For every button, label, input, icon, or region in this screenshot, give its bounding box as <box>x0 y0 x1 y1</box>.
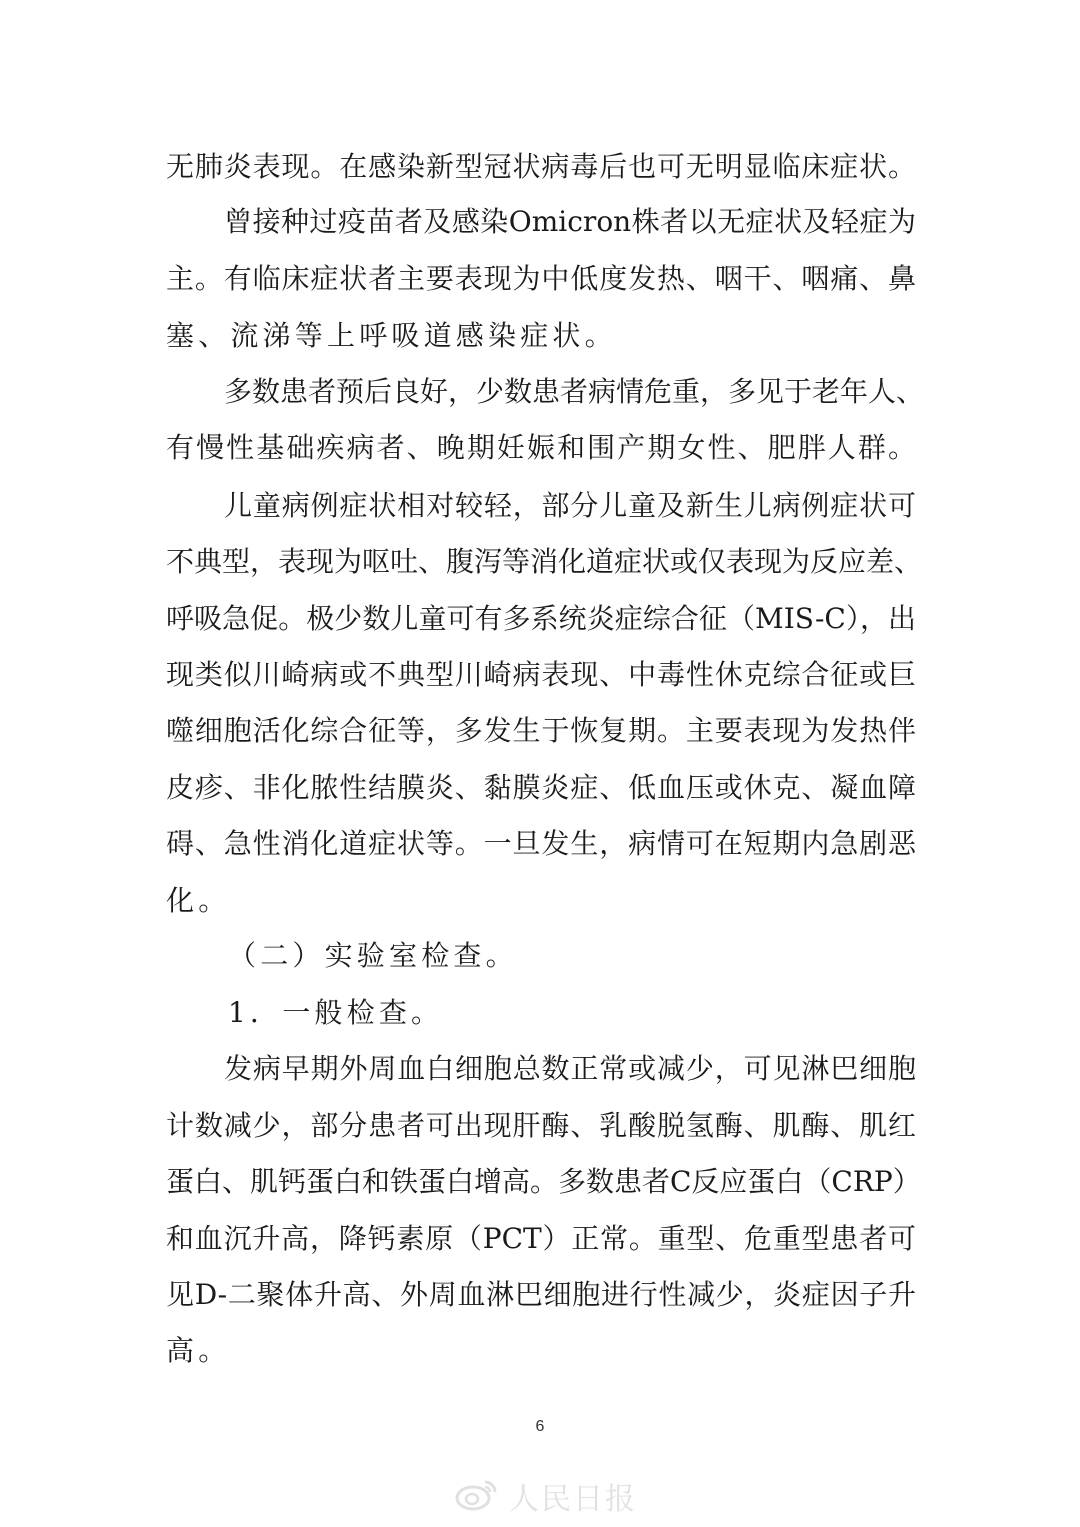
paragraph-line: 发病早期外周血白细胞总数正常或减少，可见淋巴细胞 <box>224 1052 916 1085</box>
paragraph-line: 见D-二聚体升高、外周血淋巴细胞进行性减少，炎症因子升 <box>166 1278 916 1311</box>
paragraph-line: 化。 <box>166 884 231 917</box>
paragraph-line: 不典型，表现为呕吐、腹泻等消化道症状或仅表现为反应差、 <box>166 545 923 578</box>
section-heading: （二）实验室检查。 <box>228 939 518 972</box>
paragraph-line: 高。 <box>166 1334 231 1367</box>
paragraph-line: 噬细胞活化综合征等，多发生于恢复期。主要表现为发热伴 <box>166 714 916 747</box>
paragraph-line: 碍、急性消化道症状等。一旦发生，病情可在短期内急剧恶 <box>166 827 916 860</box>
paragraph-line: 主。有临床症状者主要表现为中低度发热、咽干、咽痛、鼻 <box>166 262 916 295</box>
paragraph-line: 曾接种过疫苗者及感染Omicron株者以无症状及轻症为 <box>224 205 916 238</box>
watermark-text: 人民日报 <box>509 1482 637 1517</box>
weibo-logo-icon <box>455 1476 499 1516</box>
paragraph-line: 多数患者预后良好，少数患者病情危重，多见于老年人、 <box>224 375 925 408</box>
paragraph-line: 有慢性基础疾病者、晚期妊娠和围产期女性、肥胖人群。 <box>166 431 916 464</box>
page-number: 6 <box>535 1418 545 1435</box>
paragraph-line: 现类似川崎病或不典型川崎病表现、中毒性休克综合征或巨 <box>166 658 916 691</box>
paragraph-line: 呼吸急促。极少数儿童可有多系统炎症综合征（MIS-C），出 <box>166 602 916 635</box>
subsection-heading: 1．一般检查。 <box>228 996 444 1029</box>
paragraph-line: 皮疹、非化脓性结膜炎、黏膜炎症、低血压或休克、凝血障 <box>166 771 916 804</box>
paragraph-line: 计数减少，部分患者可出现肝酶、乳酸脱氢酶、肌酶、肌红 <box>166 1109 916 1142</box>
paragraph-line: 蛋白、肌钙蛋白和铁蛋白增高。多数患者C反应蛋白（CRP） <box>166 1165 921 1198</box>
paragraph-line: 塞、流涕等上呼吸道感染症状。 <box>166 319 617 352</box>
paragraph-line: 无肺炎表现。在感染新型冠状病毒后也可无明显临床症状。 <box>166 150 916 183</box>
watermark <box>455 1474 637 1518</box>
paragraph-line: 儿童病例症状相对较轻，部分儿童及新生儿病例症状可 <box>224 489 916 522</box>
paragraph-line: 和血沉升高，降钙素原（PCT）正常。重型、危重型患者可 <box>166 1222 916 1255</box>
